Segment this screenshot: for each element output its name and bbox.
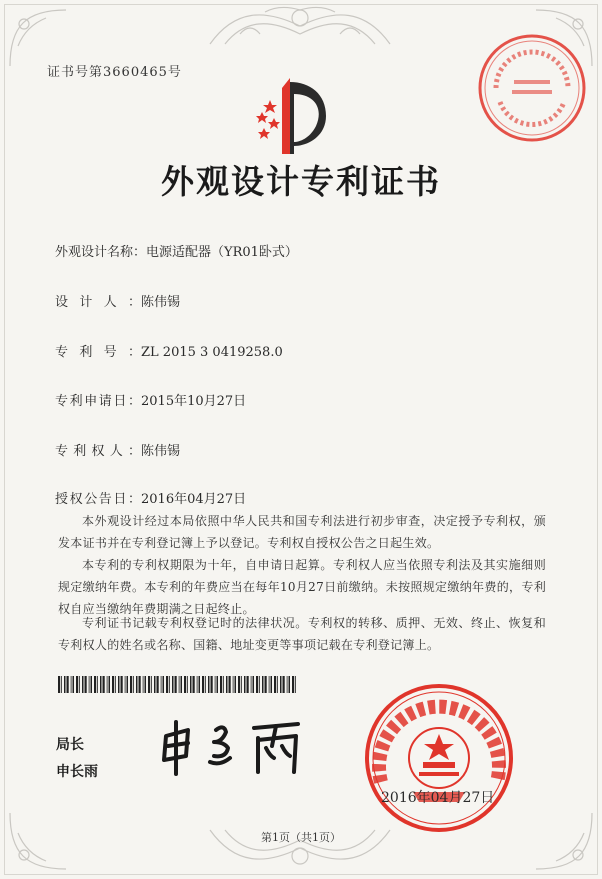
filing-date-label: 专利申请日：: [55, 394, 141, 409]
seal-date: 2016年04月27日: [381, 790, 495, 806]
signatory-title: 局长: [56, 737, 84, 753]
body-paragraph: 本外观设计经过本局依照中华人民共和国专利法进行初步审查，决定授予专利权，颁发本证书并在专利登记簿上予以登记。专利权自授权公告之日起生效。: [58, 514, 546, 550]
announce-date-label: 授权公告日：: [55, 492, 141, 507]
patentee-label: 专利权人：: [55, 444, 141, 459]
design-name-field: [55, 241, 298, 260]
certificate-number: 证书号第3660465号: [47, 65, 182, 80]
page-number: 第1页（共1页）: [261, 831, 341, 844]
patentee-field: [55, 440, 180, 459]
certificate-title: 外观设计专利证书: [161, 162, 441, 201]
handwritten-signature: [158, 716, 308, 776]
announce-date-field: [55, 488, 246, 507]
top-ornament: [205, 4, 395, 48]
design-name-value: 电源适配器（YR01卧式）: [146, 245, 298, 260]
designer-field: [55, 291, 180, 310]
announce-date-value: 2016年04月27日: [141, 492, 247, 507]
patentee-value: 陈伟锡: [141, 444, 181, 459]
barcode: [58, 676, 298, 693]
body-paragraph: 本专利的专利权期限为十年，自申请日起算。专利权人应当依照专利法及其实施细则规定缴纳年费。本专利的年费应当在每年10月27日前缴纳。未按照规定缴纳年费的，专利权自应当缴纳年费期满之日起终止。: [58, 558, 546, 616]
filing-date-value: 2015年10月27日: [141, 394, 247, 409]
registration-seal-stamp: [476, 32, 588, 144]
designer-label: 设计人：: [55, 295, 141, 310]
designer-value: 陈伟锡: [141, 295, 181, 310]
design-name-label: 外观设计名称：: [55, 245, 147, 260]
patent-number-field: [55, 341, 283, 360]
patent-office-logo-icon: [252, 68, 332, 158]
patent-number-value: ZL 2015 3 0419258.0: [141, 345, 283, 360]
body-paragraph: 专利证书记载专利权登记时的法律状况。专利权的转移、质押、无效、终止、恢复和专利权人的姓名或名称、国籍、地址变更等事项记载在专利登记簿上。: [58, 616, 546, 652]
filing-date-field: [55, 390, 246, 409]
signatory-name: 申长雨: [56, 764, 98, 780]
patent-number-label: 专利号：: [55, 345, 141, 360]
national-ip-administration-seal: [363, 682, 515, 834]
